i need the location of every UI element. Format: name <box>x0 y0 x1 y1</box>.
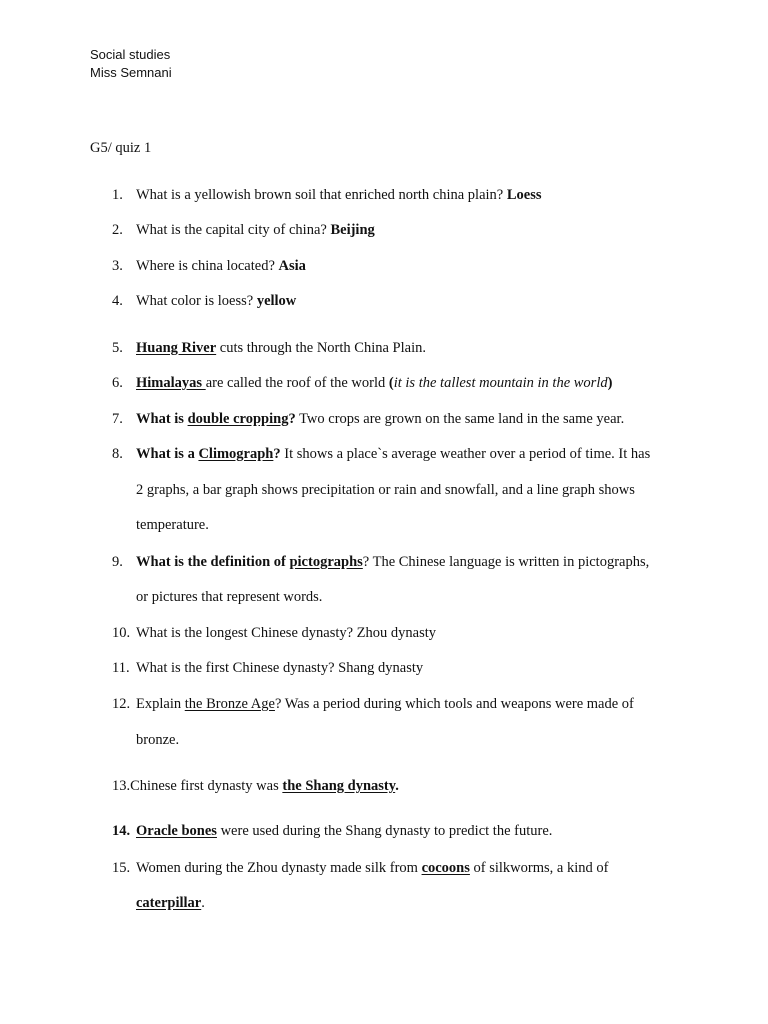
question-text: What is the first Chinese dynasty? Shang dynasty <box>136 660 424 676</box>
question-text: Where is china located? Asia <box>136 258 306 274</box>
question-text-line-2: bronze. <box>136 732 180 748</box>
question-number: 15. <box>112 860 131 876</box>
question-number: 5. <box>112 340 123 356</box>
question-text-line-2: caterpillar. <box>136 895 205 911</box>
answer: Asia <box>278 258 306 274</box>
question-text-line-1: Women during the Zhou dynasty made silk from cocoons of silkworms, a kind of <box>136 860 609 876</box>
question-text: What is the capital city of china? Beijing <box>136 222 375 238</box>
question-number: 9. <box>112 554 123 570</box>
question-number: 1. <box>112 187 123 203</box>
key-term: double cropping <box>187 411 289 427</box>
question-text: What is a yellowish brown soil that enriched north china plain? Loess <box>136 187 542 203</box>
question-number: 4. <box>112 293 123 309</box>
question-text: What color is loess? yellow <box>136 293 297 309</box>
question-number: 12. <box>112 696 131 712</box>
question-number: 6. <box>112 375 123 391</box>
question-number: 13. <box>112 778 131 794</box>
teacher-name: Miss Semnani <box>90 65 172 80</box>
question-text: What is the longest Chinese dynasty? Zhou dynasty <box>136 625 437 641</box>
key-term: Huang River <box>136 340 217 356</box>
question-text-line-1: What is the definition of pictographs? The Chinese language is written in pictographs, <box>136 554 650 570</box>
key-term: Climograph <box>198 446 274 462</box>
question-number: 3. <box>112 258 123 274</box>
question-number: 14. <box>112 823 131 839</box>
question-text-line-3: temperature. <box>136 517 209 533</box>
key-term: Oracle bones <box>136 823 217 839</box>
quiz-title: G5/ quiz 1 <box>90 140 152 156</box>
question-text-line-1: Explain the Bronze Age? Was a period during which tools and weapons were made of <box>136 696 634 712</box>
question-number: 7. <box>112 411 123 427</box>
key-term: cocoons <box>421 860 470 876</box>
question-text: Huang River cuts through the North China Plain. <box>136 340 426 356</box>
answer: yellow <box>256 293 297 309</box>
question-text: What is double cropping? Two crops are grown on the same land in the same year. <box>136 411 625 427</box>
subject-label: Social studies <box>90 47 171 62</box>
question-number: 11. <box>112 660 130 676</box>
key-term: caterpillar <box>136 895 202 911</box>
question-text: Oracle bones were used during the Shang dynasty to predict the future. <box>136 823 553 839</box>
question-text: Himalayas are called the roof of the world (it is the tallest mountain in the world) <box>136 375 613 391</box>
question-text-line-2: or pictures that represent words. <box>136 589 323 605</box>
key-term: the Shang dynasty <box>282 778 396 794</box>
italic-note: it is the tallest mountain in the world <box>393 375 608 391</box>
question-text-line-1: What is a Climograph? It shows a place`s average weather over a period of time. It has <box>136 446 651 462</box>
question-number: 8. <box>112 446 123 462</box>
question-number: 2. <box>112 222 123 238</box>
key-term: pictographs <box>289 554 363 570</box>
question-text: 13.Chinese first dynasty was the Shang dynasty. <box>112 778 399 794</box>
key-term: Himalayas <box>136 375 206 391</box>
key-term: the Bronze Age <box>184 696 275 712</box>
question-number: 10. <box>112 625 131 641</box>
answer: Beijing <box>330 222 375 238</box>
document-header <box>90 46 172 82</box>
question-text-line-2: 2 graphs, a bar graph shows precipitation or rain and snowfall, and a line graph shows <box>136 482 635 498</box>
answer: Loess <box>506 187 542 203</box>
